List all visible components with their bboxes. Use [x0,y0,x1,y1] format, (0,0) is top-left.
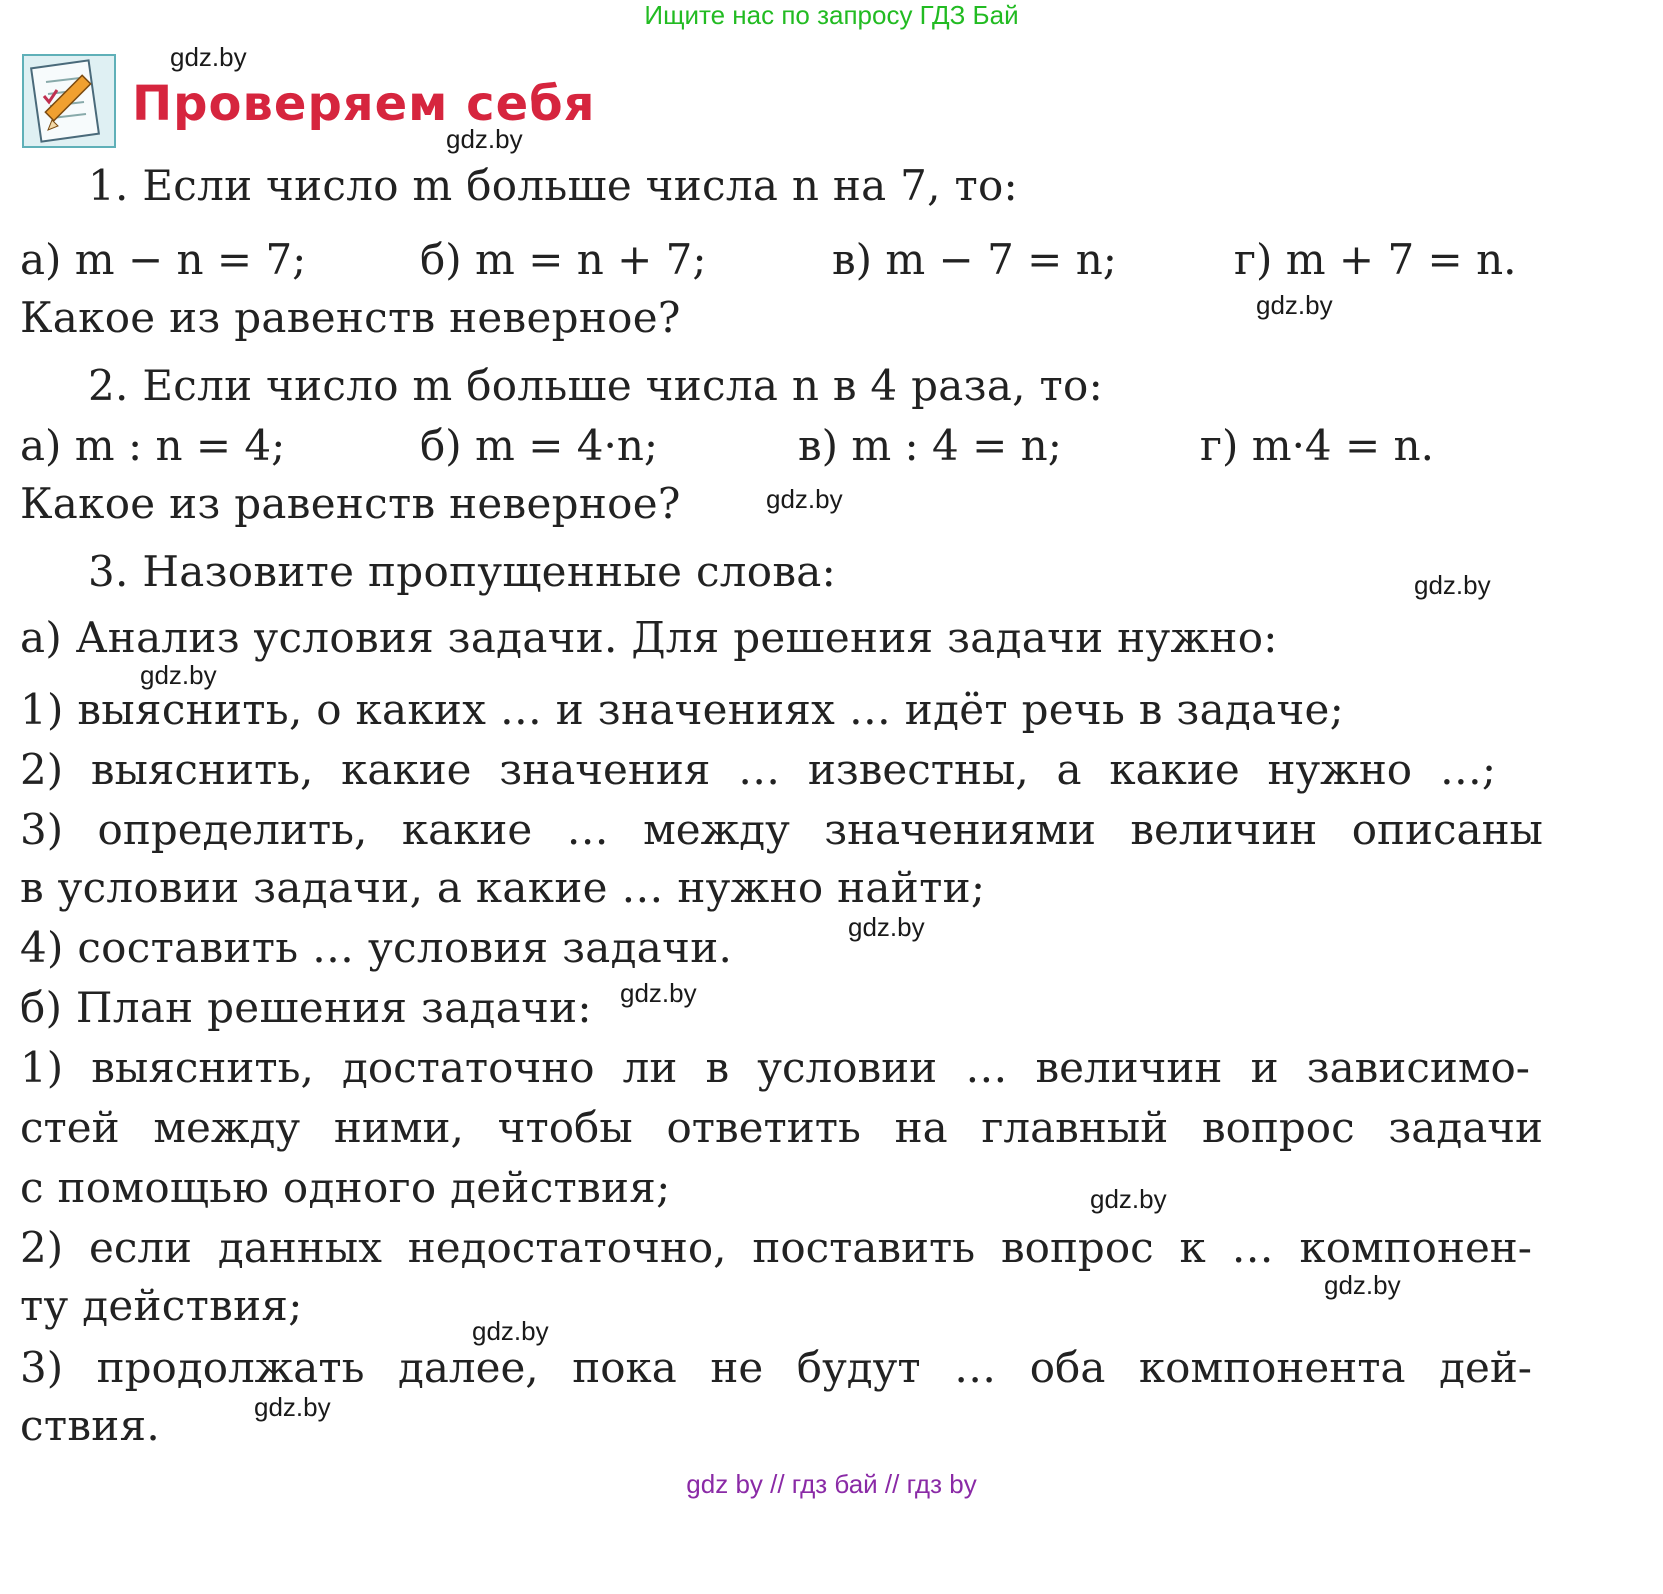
checklist-pencil-icon [22,54,116,148]
watermark: gdz.by [1090,1184,1167,1214]
footer-links: gdz by // гдз бай // гдз by [686,1469,977,1499]
q3-a-line-5: 4) составить … условия задачи. [20,923,733,972]
q3-a-line-2: 2) выяснить, какие значения … известны, а какие нужно …; [20,745,1496,794]
q2-stem: 2. Если число m больше числа n в 4 раза, то: [88,361,1104,410]
q1-option-c: в) m − 7 = n; [832,235,1117,284]
q3-b-line-2: стей между ними, чтобы ответить на главный вопрос задачи [20,1103,1543,1152]
watermark: gdz.by [1324,1270,1401,1300]
q3-b-line-1: 1) выяснить, достаточно ли в условии … величин и зависимо- [20,1043,1530,1092]
watermark: gdz.by [1256,290,1333,320]
watermark: gdz.by [848,912,925,942]
q1-option-b: б) m = n + 7; [420,235,707,284]
watermark: gdz.by [446,124,523,154]
q3-a-line-4: в условии задачи, а какие … нужно найти; [20,863,986,912]
watermark: gdz.by [170,42,247,72]
search-banner: Ищите нас по запросу ГДЗ Бай [644,0,1019,30]
q1-option-d: г) m + 7 = n. [1234,235,1517,284]
q2-question: Какое из равенств неверное? [20,479,681,528]
q2-option-a: а) m : n = 4; [20,421,286,470]
watermark: gdz.by [472,1316,549,1346]
q3-b-title: б) План решения задачи: [20,983,592,1032]
q3-b-line-3: с помощью одного действия; [20,1163,671,1212]
section-title: Проверяем себя [132,76,596,132]
q3-b-line-4: 2) если данных недостаточно, поставить вопрос к … компонен- [20,1223,1532,1272]
q3-stem: 3. Назовите пропущенные слова: [88,547,837,596]
watermark: gdz.by [140,660,217,690]
watermark: gdz.by [766,484,843,514]
q3-a-title: а) Анализ условия задачи. Для решения задачи нужно: [20,613,1278,662]
q1-stem: 1. Если число m больше числа n на 7, то: [88,161,1019,210]
q3-a-line-3: 3) определить, какие … между значениями величин описаны [20,805,1543,854]
q1-option-a: а) m − n = 7; [20,235,307,284]
q2-option-b: б) m = 4·n; [420,421,659,470]
q2-option-c: в) m : 4 = n; [798,421,1062,470]
q2-option-d: г) m·4 = n. [1200,421,1434,470]
q3-b-line-6: 3) продолжать далее, пока не будут … оба компонента дей- [20,1343,1532,1392]
watermark: gdz.by [620,978,697,1008]
q3-a-line-1: 1) выяснить, о каких … и значениях … идёт речь в задаче; [20,685,1345,734]
watermark: gdz.by [1414,570,1491,600]
watermark: gdz.by [254,1392,331,1422]
q1-question: Какое из равенств неверное? [20,293,681,342]
q3-b-line-5: ту действия; [20,1281,303,1330]
q3-b-line-7: ствия. [20,1401,161,1450]
